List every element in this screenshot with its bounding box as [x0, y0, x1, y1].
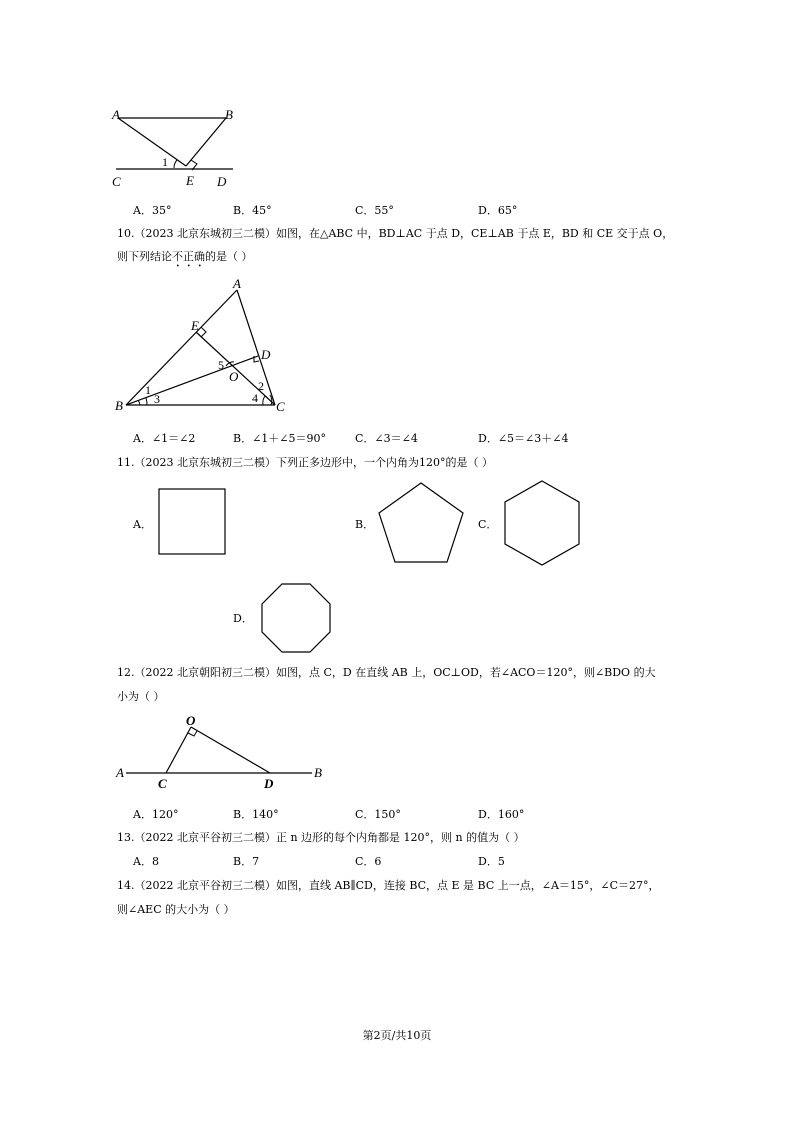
q10-stem-emphasis: 不正确	[172, 250, 205, 263]
q12-option-c: C．150°	[355, 808, 401, 821]
fig9-label-e: E	[186, 173, 194, 188]
pentagon-shape	[376, 481, 466, 565]
q10-option-b: B．∠1＋∠5＝90°	[233, 432, 327, 445]
q14-stem-line1: 14.（2022 北京平谷初三二模）如图，直线 AB∥CD，连接 BC，点 E 是 BC 上一点，∠A＝15°，∠C＝27°，	[117, 879, 660, 892]
fig10-label-4: 4	[252, 391, 258, 405]
page-footer: 第2页/共10页	[362, 1029, 432, 1042]
q11-stem: 11.（2023 北京东城初三二模）下列正多边形中，一个内角为120°的是（ ）	[117, 456, 493, 469]
q10-option-d: D．∠5＝∠3＋∠4	[478, 432, 569, 445]
fig12-label-b: B	[314, 765, 322, 780]
q13-option-c: C．6	[355, 855, 382, 868]
q12-stem-line2: 小为（ ）	[117, 690, 165, 703]
q10-stem-line1: 10.（2023 北京东城初三二模）如图，在△ABC 中，BD⊥AC 于点 D，CE⊥AB 于点 E，BD 和 CE 交于点 O，	[117, 227, 674, 240]
q9-option-d: D．65°	[478, 204, 518, 217]
fig12-label-a: A	[116, 765, 124, 780]
q11-label-a: A．	[133, 518, 152, 531]
fig10-label-1: 1	[145, 383, 151, 397]
figure-q10	[108, 276, 298, 418]
q10-option-a: A．∠1＝∠2	[133, 432, 196, 445]
q11-label-d: D．	[233, 612, 253, 625]
fig9-label-d: D	[217, 174, 227, 189]
q9-option-a: A．35°	[133, 204, 172, 217]
fig10-label-a: A	[233, 276, 241, 291]
q13-stem: 13.（2022 北京平谷初三二模）正 n 边形的每个内角都是 120°，则 n 的值为（ ）	[117, 831, 525, 844]
q13-option-a: A．8	[133, 855, 159, 868]
fig10-label-c: C	[276, 399, 285, 414]
square-shape	[158, 488, 228, 556]
fig10-label-3: 3	[154, 392, 160, 406]
fig10-label-2: 2	[258, 379, 264, 393]
q13-option-d: D．5	[478, 855, 505, 868]
q13-option-b: B．7	[233, 855, 260, 868]
fig10-label-o: O	[229, 369, 239, 384]
q11-label-b: B．	[355, 518, 375, 531]
q10-option-c: C．∠3＝∠4	[355, 432, 418, 445]
fig12-label-o: O	[186, 713, 196, 728]
fig10-label-b: B	[115, 398, 123, 413]
fig10-label-e: E	[191, 318, 199, 333]
q10-stem-line2	[117, 248, 253, 270]
q14-stem-line2: 则∠AEC 的大小为（ ）	[117, 903, 235, 916]
fig9-label-a: A	[112, 107, 120, 122]
figure-q12	[112, 710, 332, 796]
hexagon-shape	[503, 479, 581, 567]
fig12-label-d: D	[264, 776, 274, 791]
q12-stem-line1: 12.（2022 北京朝阳初三二模）如图，点 C，D 在直线 AB 上，OC⊥OD，若∠ACO＝120°，则∠BDO 的大	[117, 666, 656, 679]
q10-stem-pre: 则下列结论	[117, 250, 172, 263]
fig10-label-d: D	[261, 347, 271, 362]
q10-stem-post: 的是（ ）	[205, 250, 253, 263]
q12-option-a: A．120°	[133, 808, 179, 821]
q11-label-c: C．	[478, 518, 498, 531]
q9-option-c: C．55°	[355, 204, 394, 217]
fig9-label-1: 1	[162, 155, 168, 169]
q9-option-b: B．45°	[233, 204, 272, 217]
q12-option-b: B．140°	[233, 808, 279, 821]
q12-option-d: D．160°	[478, 808, 525, 821]
fig9-label-c: C	[112, 174, 121, 189]
fig12-label-c: C	[158, 776, 167, 791]
fig9-label-b: B	[225, 107, 233, 122]
fig10-label-5: 5	[218, 358, 224, 372]
octagon-shape	[260, 582, 332, 654]
figure-q9	[108, 104, 248, 190]
